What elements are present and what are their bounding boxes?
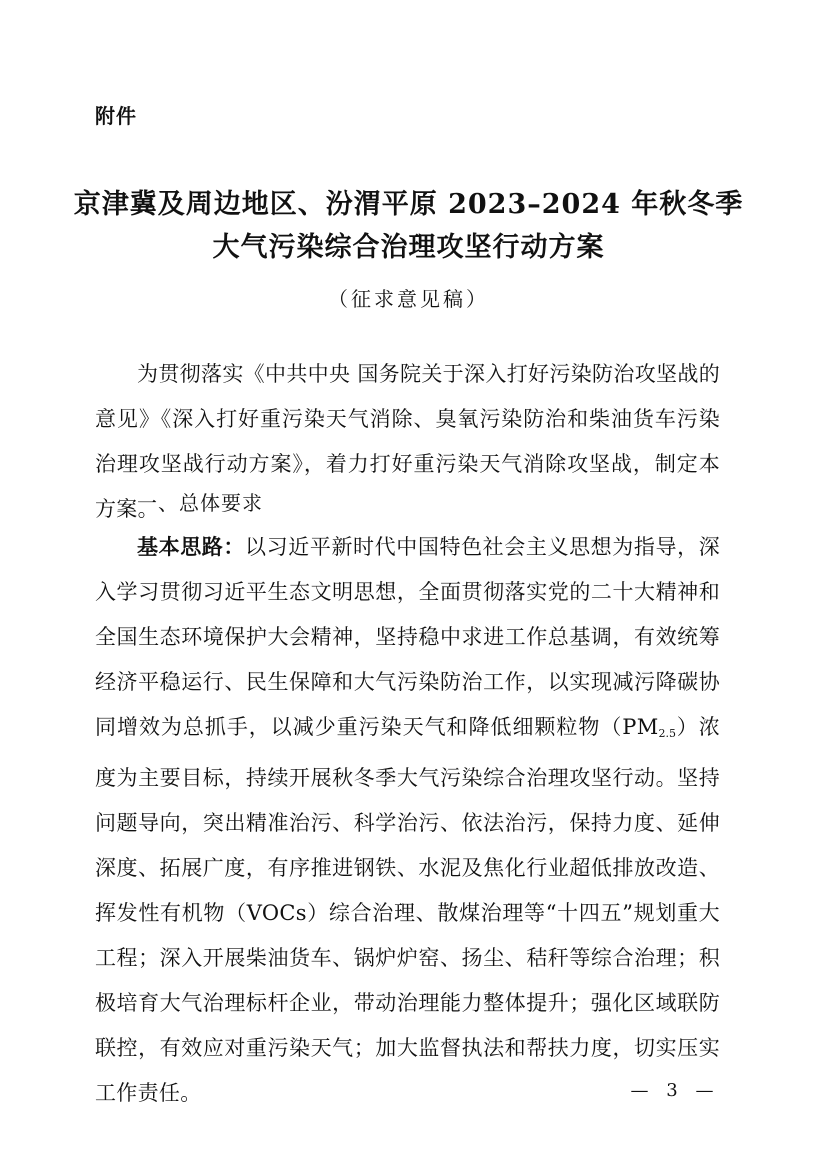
section-heading: 一、总体要求 [137,491,263,515]
pm-subscript: 2.5 [658,727,677,740]
paragraph-lead: 基本思路： [137,535,246,559]
document-title-line-2: 大气污染综合治理攻坚行动方案 [212,232,605,263]
page-number: — 3 — [630,1080,720,1101]
draft-note: （征求意见稿） [328,287,489,311]
document-title-line-1: 京津冀及周边地区、汾渭平原 2023–2024 年秋冬季 [73,189,744,220]
paragraph-text-b: ）浓度为主要目标，持续开展秋冬季大气污染综合治理攻坚行动。坚持问题导向，突出精准治污、科学治污、依法治污，保持力度、延伸深度、拓展广度，有序推进钢铁、水泥及焦化行业超低排放改造、挥发性有机物（VOCs）综合治理、散煤治理等“十四五”规划重大工程；深入开展柴油货车、锅炉炉窑、扬尘、秸秆等综合治理；积极培育大气治理标杆企业，带动治理能力整体提升；强化区域联防联控，有效应对重污染天气；加大监督执法和帮扶力度，切实压实工作责任。 [95,715,720,1105]
basic-approach-paragraph [95,525,720,1116]
intro-paragraph: 为贯彻落实《中共中央 国务院关于深入打好污染防治攻坚战的意见》《深入打好重污染天气消除、臭氧污染防治和柴油货车污染治理攻坚战行动方案》，着力打好重污染天气消除攻坚战，制定本方案。 [95,362,720,521]
attachment-label: 附件 [95,104,137,128]
paragraph-text-a: 以习近平新时代中国特色社会主义思想为指导，深入学习贯彻习近平生态文明思想，全面贯彻落实党的二十大精神和全国生态环境保护大会精神，坚持稳中求进工作总基调，有效统筹经济平稳运行、民生保障和大气污染防治工作，以实现减污降碳协同增效为总抓手，以减少重污染天气和降低细颗粒物（PM [95,535,721,739]
